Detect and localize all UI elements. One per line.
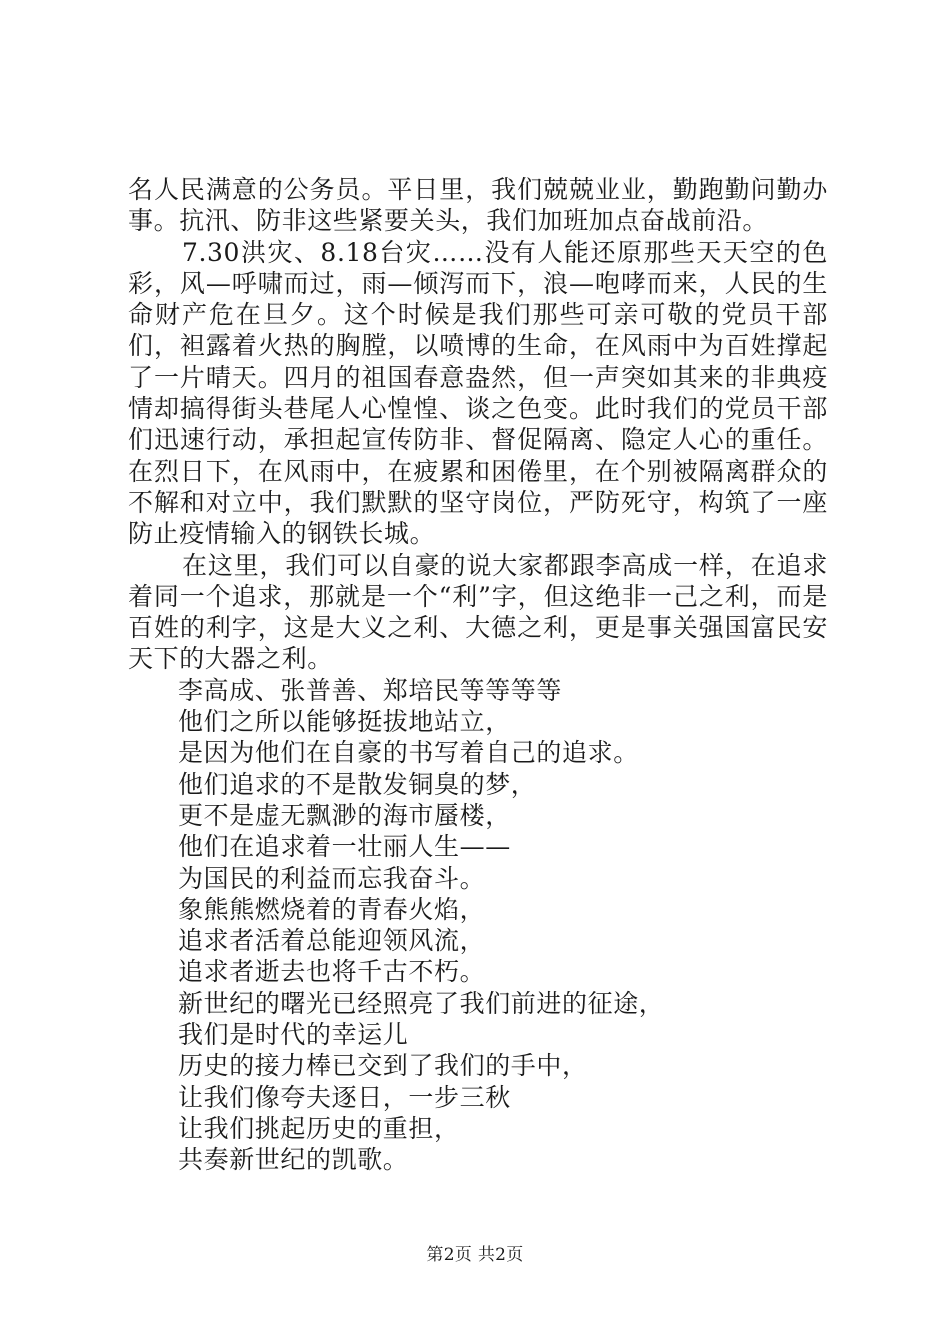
page-footer: 第2页 共2页 <box>426 1245 524 1265</box>
poem-line: 他们在追求着一壮丽人生—— <box>178 832 511 862</box>
paragraph-2: 7.30洪灾、8.18台灾……没有人能还原那些天天空的色彩，风—呼啸而过，雨—倾泻而下，浪—咆哮而来，人民的生命财产危在旦夕。这个时候是我们那些可亲可敬的党员干部们，袒露着火热的胸膛，以喷博的生命，在风雨中为百姓撑起了一片晴天。四月的祖国春意盎然，但一声突如其来的非典疫情却搞得街头巷尾人心惶惶、谈之色变。此时我们的党员干部们迅速行动，承担起宣传防非、督促隔离、隐定人心的重任。在烈日下，在风雨中，在疲累和困倦里，在个别被隔离群众的不解和对立中，我们默默的坚守岗位，严防死守，构筑了一座防止疫情输入的钢铁长城。 <box>128 237 828 549</box>
poem-line: 共奏新世纪的凯歌。 <box>178 1145 409 1175</box>
poem-line: 历史的接力棒已交到了我们的手中， <box>178 1051 588 1081</box>
poem-line: 更不是虚无飘渺的海市蜃楼， <box>178 800 511 830</box>
poem-line: 新世纪的曙光已经照亮了我们前进的征途， <box>178 988 665 1018</box>
poem-block <box>128 675 828 1176</box>
poem-line: 追求者活着总能迎领风流， <box>178 926 486 956</box>
poem-line: 他们之所以能够挺拔地站立， <box>178 707 511 737</box>
poem-line: 象熊熊燃烧着的青春火焰， <box>178 894 486 924</box>
poem-line: 追求者逝去也将千古不朽。 <box>178 957 486 987</box>
poem-line: 让我们像夸夫逐日，一步三秋 <box>178 1082 511 1112</box>
poem-line: 为国民的利益而忘我奋斗。 <box>178 863 486 893</box>
poem-line: 我们是时代的幸运儿 <box>178 1020 409 1050</box>
poem-line: 李高成、张普善、郑培民等等等等 <box>178 675 563 705</box>
poem-line: 是因为他们在自豪的书写着自己的追求。 <box>178 738 639 768</box>
paragraph-3: 在这里，我们可以自豪的说大家都跟李高成一样，在追求着同一个追求，那就是一个“利”字，但这绝非一己之利，而是百姓的利字，这是大义之利、大德之利，更是事关强国富民安天下的大器之利。 <box>128 550 828 674</box>
document-body <box>128 174 828 1176</box>
poem-line: 让我们挑起历史的重担， <box>178 1113 460 1143</box>
poem-line: 他们追求的不是散发铜臭的梦， <box>178 769 537 799</box>
paragraph-1: 名人民满意的公务员。平日里，我们兢兢业业，勤跑勤问勤办事。抗汛、防非这些紧要关头，我们加班加点奋战前沿。 <box>128 175 828 236</box>
